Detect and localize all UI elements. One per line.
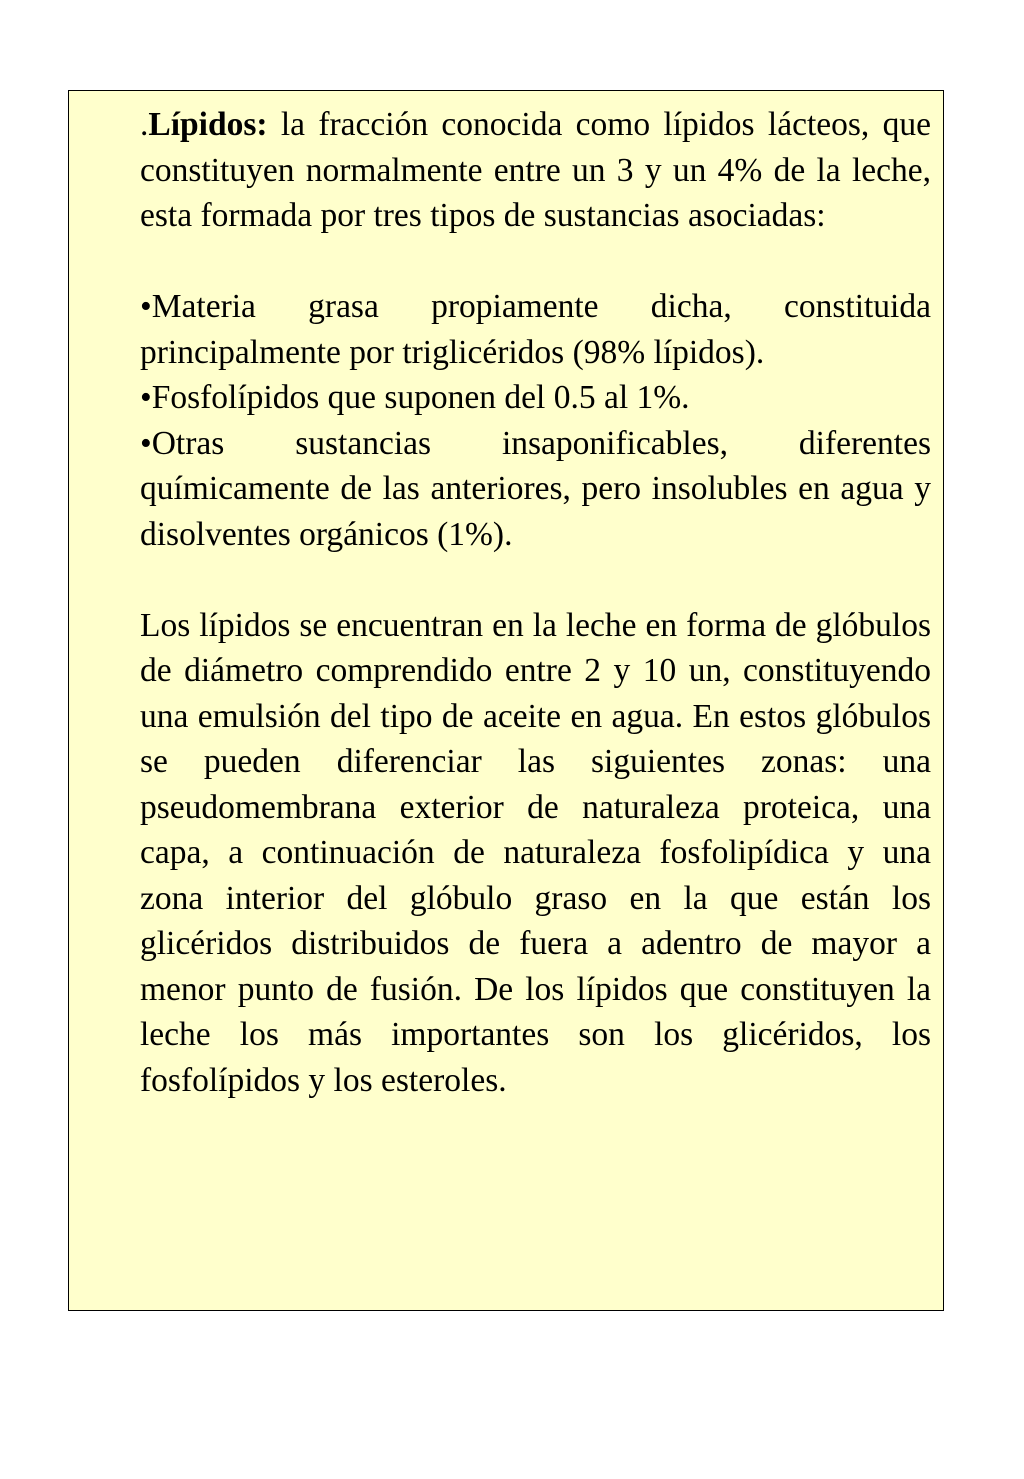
lead-dot: . bbox=[140, 106, 149, 143]
bullet-icon: • bbox=[140, 424, 152, 462]
bullet-icon: • bbox=[140, 288, 152, 325]
bullet-text: Otras sustancias insaponificables, diferentes químicamente de las anteriores, pero insolubles en agua y disolventes orgánicos (1%). bbox=[140, 424, 931, 553]
bullet-text: Materia grasa propiamente dicha, constituida principalmente por triglicéridos (98% lípidos). bbox=[140, 288, 931, 371]
paragraph-spacer bbox=[140, 239, 931, 285]
document-text bbox=[140, 102, 931, 1103]
bullet-item bbox=[140, 284, 931, 375]
body-paragraph: Los lípidos se encuentran en la leche en forma de glóbulos de diámetro comprendido entre 2 y 10 un, constituyendo una emulsión del tipo de aceite en agua. En estos glóbulos se pueden diferenciar las siguientes zonas: una pseudomembrana exterior de naturaleza proteica, una capa, a continuación de naturaleza fosfolipídica y una zona interior del glóbulo graso en la que están los glicéridos distribuidos de fuera a adentro de mayor a menor punto de fusión. De los lípidos que constituyen la leche los más importantes son los glicéridos, los fosfolípidos y los esteroles. bbox=[140, 606, 931, 1099]
bullet-item bbox=[140, 375, 931, 421]
intro-paragraph bbox=[140, 102, 931, 239]
bullet-text: Fosfolípidos que suponen del 0.5 al 1%. bbox=[151, 379, 690, 416]
bullet-item bbox=[140, 421, 931, 558]
intro-text: la fracción conocida como lípidos lácteos, que constituyen normalmente entre un 3 y un 4% de la leche, esta formada por tres tipos de sustancias asociadas: bbox=[140, 106, 931, 234]
section-heading: Lípidos: bbox=[148, 106, 268, 143]
content-box bbox=[68, 90, 944, 1311]
paragraph-spacer bbox=[140, 557, 931, 603]
bullet-icon: • bbox=[140, 379, 152, 416]
